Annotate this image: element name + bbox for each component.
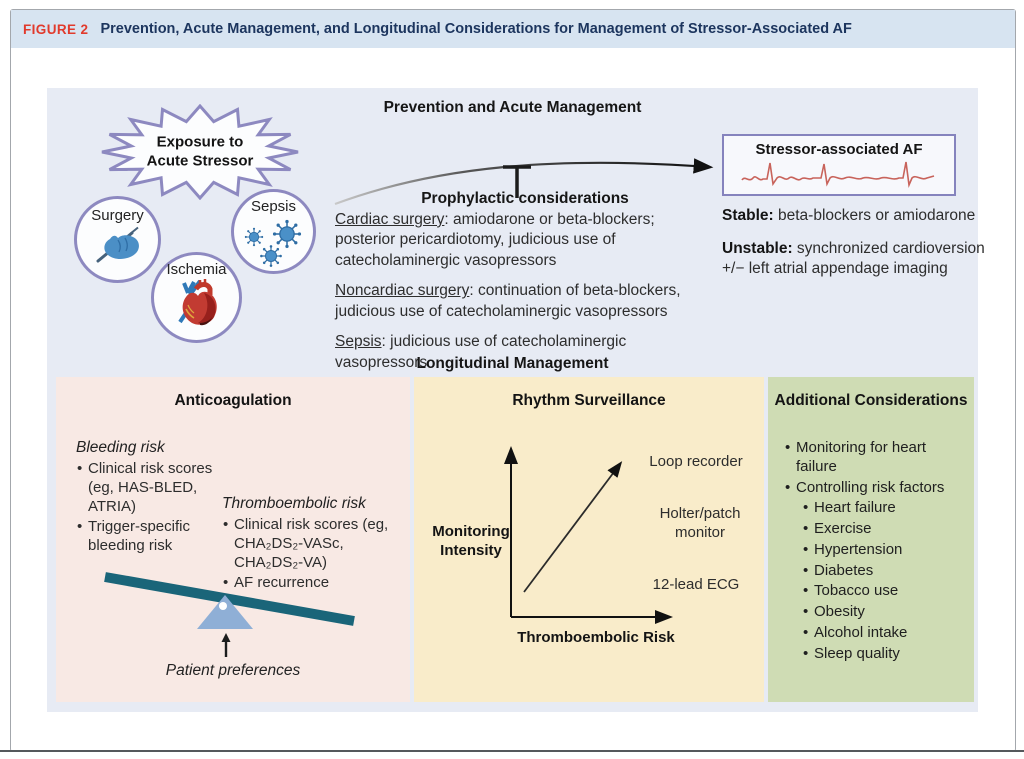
additional-considerations-box — [768, 377, 974, 702]
longitudinal-section-title: Longitudinal Management — [416, 355, 609, 372]
surgery-label: Surgery — [91, 207, 144, 224]
list-item: • Sleep quality — [802, 645, 964, 664]
list-item: • Monitoring for heart failure — [784, 439, 964, 477]
x-axis-label: Thromboembolic Risk — [517, 629, 675, 646]
prophylaxis-item-sepsis: Sepsis: judicious use of catecholaminergic vasopressors — [335, 333, 627, 371]
y-axis-label: Monitoring Intensity — [432, 523, 510, 559]
sepsis-label: Sepsis — [250, 198, 297, 215]
monitor-label-holter-patch: Holter/patch monitor — [659, 505, 741, 541]
unstable-management: Unstable: synchronized cardioversion +/− left atrial appendage imaging — [722, 240, 985, 278]
scalpel-hand-icon — [92, 224, 144, 266]
list-item: • Alcohol intake — [802, 624, 964, 643]
monitor-label-loop-recorder: Loop recorder — [649, 453, 743, 470]
additional-considerations-list — [784, 439, 964, 665]
bleeding-risk-column — [76, 439, 228, 558]
figure-title: Prevention, Acute Management, and Longitudinal Considerations for Management of Stressor-Associated AF — [100, 21, 852, 37]
list-item: • Exercise — [802, 520, 964, 539]
heart-anatomy-icon — [174, 278, 220, 330]
anticoagulation-box — [56, 377, 410, 702]
stressor-circle-ischemia — [151, 252, 242, 343]
list-item: • Heart failure — [802, 499, 964, 518]
exposure-label: Exposure to Acute Stressor — [146, 133, 254, 169]
exposure-starburst — [100, 104, 300, 200]
stressor-af-box — [722, 134, 956, 196]
additional-considerations-title: Additional Considerations — [774, 392, 968, 409]
bleeding-risk-heading: Bleeding risk — [76, 439, 165, 456]
balance-seesaw-icon — [96, 567, 396, 661]
anticoagulation-title: Anticoagulation — [174, 392, 292, 409]
list-item: • Controlling risk factors — [784, 479, 964, 498]
stressor-circle-surgery — [74, 196, 161, 283]
bleeding-risk-bullet: • Trigger-specific bleeding risk — [76, 518, 228, 556]
list-item: • Diabetes — [802, 562, 964, 581]
thromboembolic-risk-heading: Thromboembolic risk — [222, 495, 366, 512]
thromboembolic-risk-bullet: • Clinical risk scores (eg, CHA₂DS₂-VASc, CHA₂DS₂-VA) — [222, 516, 406, 572]
prophylaxis-heading: Prophylactic considerations — [421, 190, 629, 207]
thromboembolic-risk-bullet: • AF recurrence — [222, 574, 406, 593]
monitor-label-12-lead-ecg: 12-lead ECG — [652, 576, 740, 593]
bleeding-risk-bullet: • Clinical risk scores (eg, HAS-BLED, ATRIA) — [76, 460, 228, 516]
patient-preferences-caption: Patient preferences — [165, 662, 301, 679]
stable-management: Stable: beta-blockers or amiodarone — [722, 207, 976, 224]
ischemia-label: Ischemia — [166, 261, 227, 278]
stressor-circle-sepsis — [231, 189, 316, 274]
figure-number-label: FIGURE 2 — [23, 21, 89, 37]
list-item: • Tobacco use — [802, 582, 964, 601]
prophylaxis-item-cardiac: Cardiac surgery: amiodarone or beta-blockers; posterior pericardiotomy, judicious use of catecholaminergic vasopressors — [335, 211, 655, 269]
rhythm-surveillance-title: Rhythm Surveillance — [512, 392, 666, 409]
list-item: • Hypertension — [802, 541, 964, 560]
page-bottom-divider — [0, 750, 1024, 752]
af-box-title: Stressor-associated AF — [755, 141, 923, 158]
rhythm-surveillance-box — [414, 377, 764, 702]
risk-factor-sublist — [802, 499, 964, 663]
prevention-section-title: Prevention and Acute Management — [383, 99, 642, 116]
ecg-trace-icon — [737, 159, 942, 189]
virus-particles-icon — [238, 215, 310, 269]
figure-title-bar — [11, 10, 1015, 48]
list-item: • Obesity — [802, 603, 964, 622]
prophylaxis-item-noncardiac: Noncardiac surgery: continuation of beta-blockers, judicious use of catecholaminergic vasopressors — [335, 282, 681, 320]
